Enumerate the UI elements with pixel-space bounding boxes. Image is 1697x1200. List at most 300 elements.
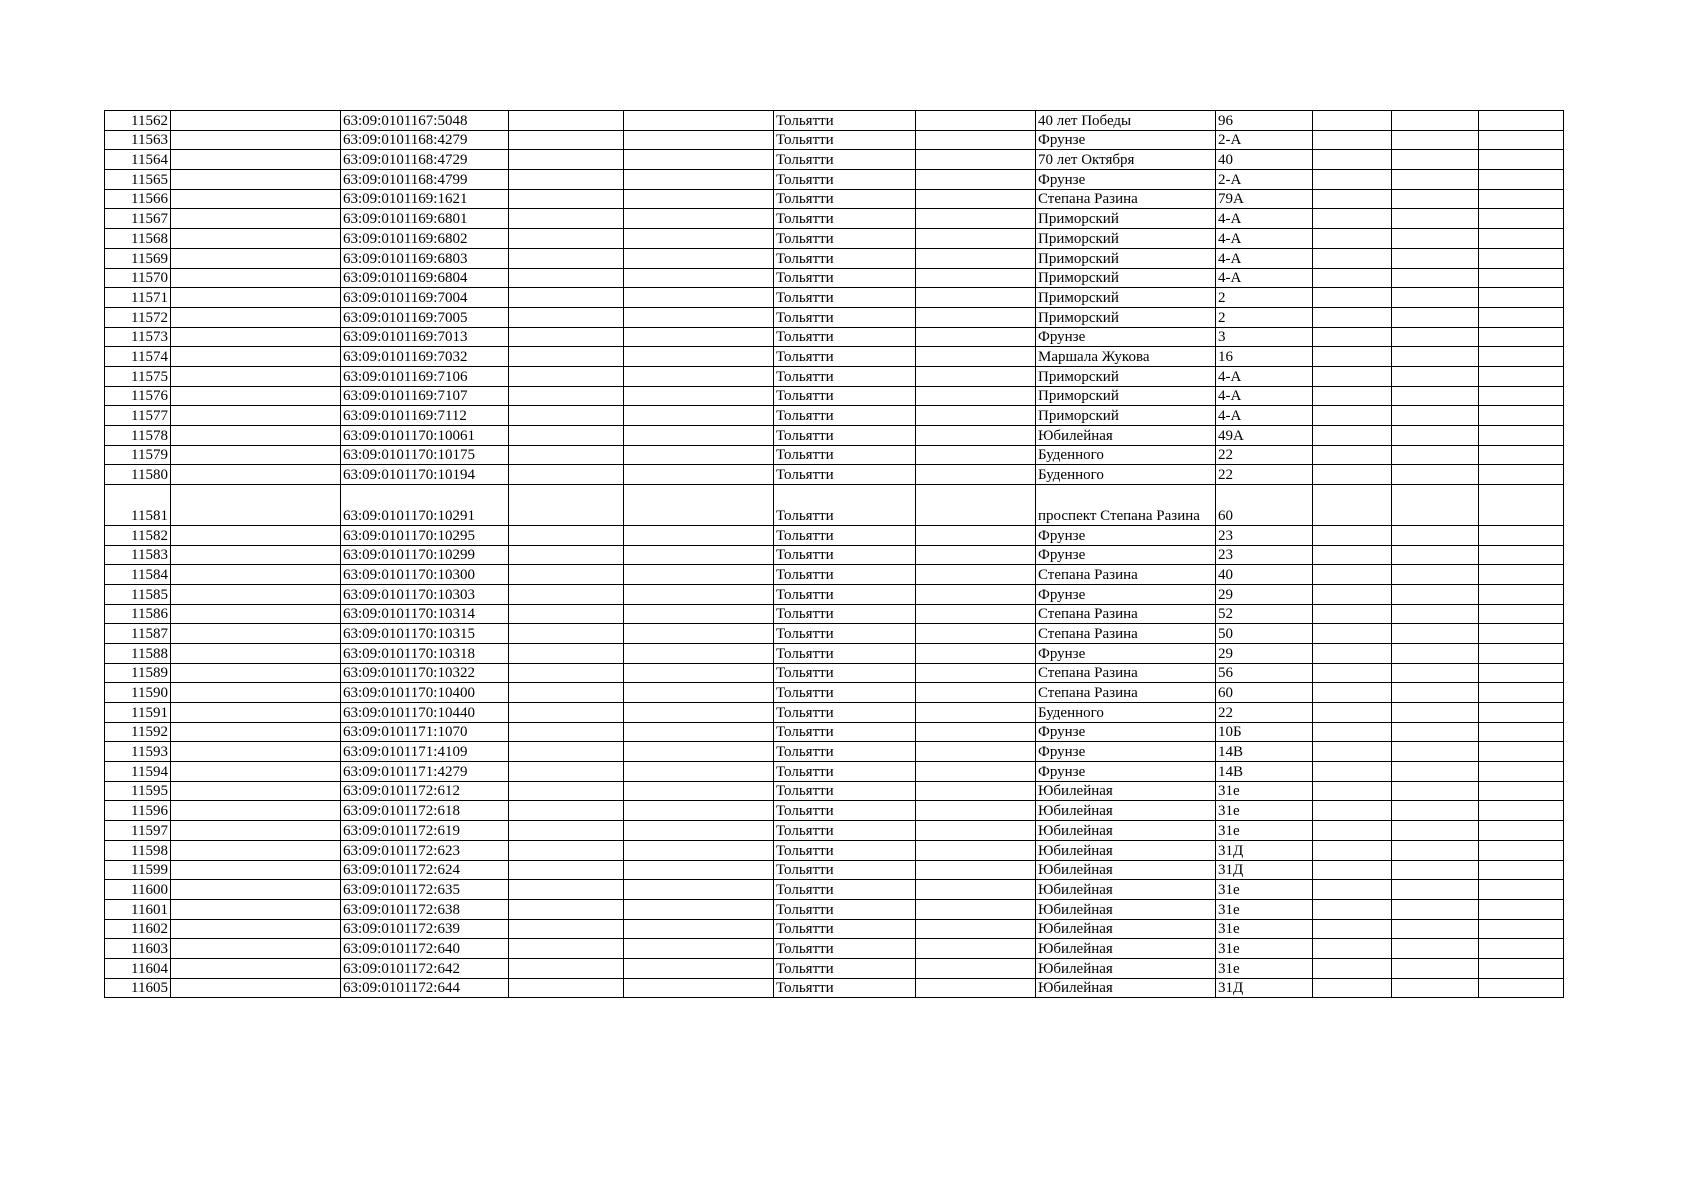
empty-cell bbox=[916, 248, 1036, 268]
table-row bbox=[105, 899, 1564, 919]
empty-cell bbox=[1392, 386, 1479, 406]
cadastral-number-cell: 63:09:0101168:4729 bbox=[341, 150, 509, 170]
empty-cell bbox=[624, 209, 774, 229]
empty-cell bbox=[171, 742, 341, 762]
house-number-cell: 14В bbox=[1216, 762, 1313, 782]
empty-cell bbox=[1313, 919, 1392, 939]
house-number-cell: 4-А bbox=[1216, 248, 1313, 268]
empty-cell bbox=[624, 722, 774, 742]
row-number-cell: 11585 bbox=[105, 584, 171, 604]
empty-cell bbox=[916, 525, 1036, 545]
cadastral-number-cell: 63:09:0101172:639 bbox=[341, 919, 509, 939]
empty-cell bbox=[171, 209, 341, 229]
street-cell: Степана Разина bbox=[1036, 683, 1216, 703]
cadastral-number-cell: 63:09:0101167:5048 bbox=[341, 111, 509, 131]
street-cell: Буденного bbox=[1036, 445, 1216, 465]
empty-cell bbox=[1392, 939, 1479, 959]
city-cell: Тольятти bbox=[774, 624, 916, 644]
city-cell: Тольятти bbox=[774, 248, 916, 268]
cadastral-number-cell: 63:09:0101170:10061 bbox=[341, 426, 509, 446]
empty-cell bbox=[1479, 643, 1564, 663]
empty-cell bbox=[1313, 762, 1392, 782]
empty-cell bbox=[509, 327, 624, 347]
empty-cell bbox=[171, 722, 341, 742]
registry-table bbox=[104, 110, 1564, 998]
empty-cell bbox=[509, 347, 624, 367]
empty-cell bbox=[1313, 189, 1392, 209]
house-number-cell: 4-А bbox=[1216, 268, 1313, 288]
empty-cell bbox=[1479, 485, 1564, 526]
empty-cell bbox=[1313, 327, 1392, 347]
house-number-cell: 31е bbox=[1216, 801, 1313, 821]
row-number-cell: 11571 bbox=[105, 288, 171, 308]
empty-cell bbox=[916, 307, 1036, 327]
row-number-cell: 11589 bbox=[105, 663, 171, 683]
empty-cell bbox=[1392, 268, 1479, 288]
street-cell: 70 лет Октября bbox=[1036, 150, 1216, 170]
empty-cell bbox=[1392, 584, 1479, 604]
empty-cell bbox=[509, 366, 624, 386]
table-row bbox=[105, 485, 1564, 526]
empty-cell bbox=[1479, 426, 1564, 446]
empty-cell bbox=[171, 899, 341, 919]
cadastral-number-cell: 63:09:0101169:6804 bbox=[341, 268, 509, 288]
empty-cell bbox=[1392, 624, 1479, 644]
empty-cell bbox=[171, 643, 341, 663]
empty-cell bbox=[1392, 742, 1479, 762]
empty-cell bbox=[171, 189, 341, 209]
empty-cell bbox=[171, 939, 341, 959]
city-cell: Тольятти bbox=[774, 584, 916, 604]
empty-cell bbox=[1313, 209, 1392, 229]
empty-cell bbox=[1313, 465, 1392, 485]
table-row bbox=[105, 111, 1564, 131]
empty-cell bbox=[509, 643, 624, 663]
empty-cell bbox=[1479, 307, 1564, 327]
cadastral-number-cell: 63:09:0101170:10300 bbox=[341, 565, 509, 585]
cadastral-number-cell: 63:09:0101170:10318 bbox=[341, 643, 509, 663]
row-number-cell: 11565 bbox=[105, 170, 171, 190]
street-cell: Фрунзе bbox=[1036, 170, 1216, 190]
empty-cell bbox=[1392, 880, 1479, 900]
row-number-cell: 11576 bbox=[105, 386, 171, 406]
city-cell: Тольятти bbox=[774, 209, 916, 229]
row-number-cell: 11596 bbox=[105, 801, 171, 821]
city-cell: Тольятти bbox=[774, 485, 916, 526]
cadastral-number-cell: 63:09:0101170:10315 bbox=[341, 624, 509, 644]
empty-cell bbox=[509, 899, 624, 919]
empty-cell bbox=[171, 406, 341, 426]
city-cell: Тольятти bbox=[774, 663, 916, 683]
empty-cell bbox=[1313, 781, 1392, 801]
row-number-cell: 11593 bbox=[105, 742, 171, 762]
row-number-cell: 11569 bbox=[105, 248, 171, 268]
house-number-cell: 31Д bbox=[1216, 840, 1313, 860]
empty-cell bbox=[1479, 781, 1564, 801]
cadastral-number-cell: 63:09:0101170:10440 bbox=[341, 703, 509, 723]
empty-cell bbox=[1313, 347, 1392, 367]
row-number-cell: 11599 bbox=[105, 860, 171, 880]
empty-cell bbox=[171, 958, 341, 978]
city-cell: Тольятти bbox=[774, 565, 916, 585]
table-row bbox=[105, 209, 1564, 229]
empty-cell bbox=[1479, 288, 1564, 308]
street-cell: Степана Разина bbox=[1036, 565, 1216, 585]
empty-cell bbox=[624, 762, 774, 782]
row-number-cell: 11583 bbox=[105, 545, 171, 565]
row-number-cell: 11598 bbox=[105, 840, 171, 860]
row-number-cell: 11574 bbox=[105, 347, 171, 367]
street-cell: Юбилейная bbox=[1036, 919, 1216, 939]
city-cell: Тольятти bbox=[774, 978, 916, 998]
city-cell: Тольятти bbox=[774, 860, 916, 880]
house-number-cell: 31е bbox=[1216, 958, 1313, 978]
cadastral-number-cell: 63:09:0101169:1621 bbox=[341, 189, 509, 209]
empty-cell bbox=[509, 150, 624, 170]
empty-cell bbox=[916, 703, 1036, 723]
empty-cell bbox=[916, 801, 1036, 821]
table-row bbox=[105, 347, 1564, 367]
empty-cell bbox=[916, 899, 1036, 919]
city-cell: Тольятти bbox=[774, 781, 916, 801]
row-number-cell: 11600 bbox=[105, 880, 171, 900]
empty-cell bbox=[1313, 366, 1392, 386]
empty-cell bbox=[1313, 624, 1392, 644]
table-row bbox=[105, 584, 1564, 604]
house-number-cell: 2-А bbox=[1216, 170, 1313, 190]
empty-cell bbox=[1313, 565, 1392, 585]
street-cell: Приморский bbox=[1036, 406, 1216, 426]
empty-cell bbox=[916, 465, 1036, 485]
row-number-cell: 11604 bbox=[105, 958, 171, 978]
cadastral-number-cell: 63:09:0101170:10322 bbox=[341, 663, 509, 683]
house-number-cell: 31е bbox=[1216, 880, 1313, 900]
table-row bbox=[105, 880, 1564, 900]
row-number-cell: 11587 bbox=[105, 624, 171, 644]
street-cell: Фрунзе bbox=[1036, 525, 1216, 545]
empty-cell bbox=[509, 386, 624, 406]
empty-cell bbox=[916, 268, 1036, 288]
empty-cell bbox=[624, 327, 774, 347]
empty-cell bbox=[916, 386, 1036, 406]
empty-cell bbox=[509, 742, 624, 762]
empty-cell bbox=[1479, 465, 1564, 485]
empty-cell bbox=[509, 565, 624, 585]
empty-cell bbox=[1313, 150, 1392, 170]
empty-cell bbox=[171, 919, 341, 939]
empty-cell bbox=[916, 624, 1036, 644]
empty-cell bbox=[509, 130, 624, 150]
empty-cell bbox=[1479, 703, 1564, 723]
empty-cell bbox=[624, 821, 774, 841]
empty-cell bbox=[1313, 406, 1392, 426]
city-cell: Тольятти bbox=[774, 821, 916, 841]
house-number-cell: 50 bbox=[1216, 624, 1313, 644]
empty-cell bbox=[1313, 663, 1392, 683]
empty-cell bbox=[1392, 366, 1479, 386]
cadastral-number-cell: 63:09:0101172:635 bbox=[341, 880, 509, 900]
empty-cell bbox=[509, 170, 624, 190]
empty-cell bbox=[624, 406, 774, 426]
house-number-cell: 60 bbox=[1216, 683, 1313, 703]
empty-cell bbox=[624, 525, 774, 545]
cadastral-number-cell: 63:09:0101170:10291 bbox=[341, 485, 509, 526]
house-number-cell: 31е bbox=[1216, 939, 1313, 959]
empty-cell bbox=[1479, 840, 1564, 860]
empty-cell bbox=[1313, 485, 1392, 526]
empty-cell bbox=[1479, 565, 1564, 585]
row-number-cell: 11580 bbox=[105, 465, 171, 485]
city-cell: Тольятти bbox=[774, 683, 916, 703]
cadastral-number-cell: 63:09:0101172:638 bbox=[341, 899, 509, 919]
empty-cell bbox=[1392, 229, 1479, 249]
house-number-cell: 10Б bbox=[1216, 722, 1313, 742]
street-cell: Юбилейная bbox=[1036, 801, 1216, 821]
empty-cell bbox=[624, 150, 774, 170]
empty-cell bbox=[1313, 248, 1392, 268]
house-number-cell: 29 bbox=[1216, 643, 1313, 663]
empty-cell bbox=[1313, 111, 1392, 131]
empty-cell bbox=[1313, 683, 1392, 703]
empty-cell bbox=[1313, 229, 1392, 249]
row-number-cell: 11578 bbox=[105, 426, 171, 446]
cadastral-number-cell: 63:09:0101172:624 bbox=[341, 860, 509, 880]
empty-cell bbox=[916, 150, 1036, 170]
empty-cell bbox=[1479, 762, 1564, 782]
empty-cell bbox=[1479, 229, 1564, 249]
empty-cell bbox=[171, 465, 341, 485]
house-number-cell: 31Д bbox=[1216, 860, 1313, 880]
empty-cell bbox=[1313, 899, 1392, 919]
empty-cell bbox=[1392, 840, 1479, 860]
empty-cell bbox=[509, 584, 624, 604]
house-number-cell: 31е bbox=[1216, 821, 1313, 841]
empty-cell bbox=[624, 565, 774, 585]
empty-cell bbox=[1392, 327, 1479, 347]
table-row bbox=[105, 703, 1564, 723]
city-cell: Тольятти bbox=[774, 189, 916, 209]
cadastral-number-cell: 63:09:0101171:4109 bbox=[341, 742, 509, 762]
registry-table-body bbox=[105, 111, 1564, 998]
empty-cell bbox=[171, 111, 341, 131]
empty-cell bbox=[916, 366, 1036, 386]
empty-cell bbox=[916, 327, 1036, 347]
empty-cell bbox=[1392, 781, 1479, 801]
empty-cell bbox=[509, 663, 624, 683]
empty-cell bbox=[171, 624, 341, 644]
empty-cell bbox=[509, 781, 624, 801]
empty-cell bbox=[916, 130, 1036, 150]
row-number-cell: 11597 bbox=[105, 821, 171, 841]
empty-cell bbox=[509, 288, 624, 308]
cadastral-number-cell: 63:09:0101172:642 bbox=[341, 958, 509, 978]
table-row bbox=[105, 386, 1564, 406]
empty-cell bbox=[171, 880, 341, 900]
empty-cell bbox=[1479, 919, 1564, 939]
city-cell: Тольятти bbox=[774, 939, 916, 959]
table-row bbox=[105, 565, 1564, 585]
row-number-cell: 11594 bbox=[105, 762, 171, 782]
table-row bbox=[105, 624, 1564, 644]
cadastral-number-cell: 63:09:0101170:10295 bbox=[341, 525, 509, 545]
empty-cell bbox=[1392, 130, 1479, 150]
empty-cell bbox=[1479, 347, 1564, 367]
empty-cell bbox=[171, 978, 341, 998]
empty-cell bbox=[1313, 604, 1392, 624]
row-number-cell: 11603 bbox=[105, 939, 171, 959]
cadastral-number-cell: 63:09:0101172:623 bbox=[341, 840, 509, 860]
empty-cell bbox=[1313, 130, 1392, 150]
empty-cell bbox=[509, 248, 624, 268]
cadastral-number-cell: 63:09:0101171:4279 bbox=[341, 762, 509, 782]
house-number-cell: 23 bbox=[1216, 525, 1313, 545]
empty-cell bbox=[916, 189, 1036, 209]
empty-cell bbox=[1313, 426, 1392, 446]
cadastral-number-cell: 63:09:0101169:7107 bbox=[341, 386, 509, 406]
empty-cell bbox=[1392, 170, 1479, 190]
empty-cell bbox=[1392, 919, 1479, 939]
empty-cell bbox=[509, 307, 624, 327]
house-number-cell: 49А bbox=[1216, 426, 1313, 446]
empty-cell bbox=[624, 978, 774, 998]
empty-cell bbox=[171, 229, 341, 249]
empty-cell bbox=[1313, 722, 1392, 742]
empty-cell bbox=[916, 170, 1036, 190]
cadastral-number-cell: 63:09:0101172:644 bbox=[341, 978, 509, 998]
empty-cell bbox=[509, 880, 624, 900]
cadastral-number-cell: 63:09:0101170:10299 bbox=[341, 545, 509, 565]
empty-cell bbox=[624, 307, 774, 327]
street-cell: Юбилейная bbox=[1036, 426, 1216, 446]
empty-cell bbox=[1313, 525, 1392, 545]
city-cell: Тольятти bbox=[774, 801, 916, 821]
city-cell: Тольятти bbox=[774, 958, 916, 978]
empty-cell bbox=[1392, 722, 1479, 742]
empty-cell bbox=[916, 722, 1036, 742]
house-number-cell: 3 bbox=[1216, 327, 1313, 347]
empty-cell bbox=[916, 781, 1036, 801]
empty-cell bbox=[171, 525, 341, 545]
empty-cell bbox=[624, 801, 774, 821]
empty-cell bbox=[509, 860, 624, 880]
city-cell: Тольятти bbox=[774, 722, 916, 742]
empty-cell bbox=[509, 209, 624, 229]
row-number-cell: 11577 bbox=[105, 406, 171, 426]
empty-cell bbox=[916, 663, 1036, 683]
empty-cell bbox=[1479, 958, 1564, 978]
empty-cell bbox=[1392, 150, 1479, 170]
city-cell: Тольятти bbox=[774, 643, 916, 663]
house-number-cell: 22 bbox=[1216, 465, 1313, 485]
city-cell: Тольятти bbox=[774, 406, 916, 426]
empty-cell bbox=[624, 880, 774, 900]
street-cell: Приморский bbox=[1036, 229, 1216, 249]
empty-cell bbox=[171, 248, 341, 268]
street-cell: Фрунзе bbox=[1036, 545, 1216, 565]
empty-cell bbox=[1479, 545, 1564, 565]
empty-cell bbox=[171, 426, 341, 446]
empty-cell bbox=[916, 406, 1036, 426]
table-row bbox=[105, 189, 1564, 209]
empty-cell bbox=[171, 386, 341, 406]
empty-cell bbox=[509, 840, 624, 860]
empty-cell bbox=[171, 801, 341, 821]
empty-cell bbox=[509, 821, 624, 841]
city-cell: Тольятти bbox=[774, 386, 916, 406]
city-cell: Тольятти bbox=[774, 604, 916, 624]
city-cell: Тольятти bbox=[774, 327, 916, 347]
table-row bbox=[105, 860, 1564, 880]
empty-cell bbox=[171, 288, 341, 308]
empty-cell bbox=[916, 742, 1036, 762]
table-row bbox=[105, 762, 1564, 782]
table-row bbox=[105, 643, 1564, 663]
street-cell: Степана Разина bbox=[1036, 604, 1216, 624]
empty-cell bbox=[1392, 445, 1479, 465]
empty-cell bbox=[509, 978, 624, 998]
empty-cell bbox=[509, 801, 624, 821]
table-row bbox=[105, 781, 1564, 801]
empty-cell bbox=[171, 327, 341, 347]
empty-cell bbox=[509, 426, 624, 446]
empty-cell bbox=[1313, 584, 1392, 604]
row-number-cell: 11584 bbox=[105, 565, 171, 585]
empty-cell bbox=[1479, 525, 1564, 545]
empty-cell bbox=[624, 485, 774, 526]
empty-cell bbox=[916, 565, 1036, 585]
street-cell: Приморский bbox=[1036, 209, 1216, 229]
street-cell: Юбилейная bbox=[1036, 880, 1216, 900]
street-cell: 40 лет Победы bbox=[1036, 111, 1216, 131]
empty-cell bbox=[624, 268, 774, 288]
empty-cell bbox=[1392, 465, 1479, 485]
empty-cell bbox=[509, 703, 624, 723]
city-cell: Тольятти bbox=[774, 840, 916, 860]
city-cell: Тольятти bbox=[774, 742, 916, 762]
empty-cell bbox=[509, 111, 624, 131]
empty-cell bbox=[624, 781, 774, 801]
street-cell: Юбилейная bbox=[1036, 939, 1216, 959]
empty-cell bbox=[1479, 978, 1564, 998]
empty-cell bbox=[171, 565, 341, 585]
empty-cell bbox=[624, 840, 774, 860]
empty-cell bbox=[1392, 978, 1479, 998]
empty-cell bbox=[916, 545, 1036, 565]
row-number-cell: 11595 bbox=[105, 781, 171, 801]
empty-cell bbox=[171, 584, 341, 604]
empty-cell bbox=[1392, 485, 1479, 526]
empty-cell bbox=[916, 939, 1036, 959]
empty-cell bbox=[624, 958, 774, 978]
empty-cell bbox=[171, 840, 341, 860]
empty-cell bbox=[1479, 821, 1564, 841]
empty-cell bbox=[1392, 958, 1479, 978]
empty-cell bbox=[171, 762, 341, 782]
street-cell: Юбилейная bbox=[1036, 860, 1216, 880]
empty-cell bbox=[624, 386, 774, 406]
city-cell: Тольятти bbox=[774, 170, 916, 190]
empty-cell bbox=[171, 445, 341, 465]
row-number-cell: 11575 bbox=[105, 366, 171, 386]
house-number-cell: 29 bbox=[1216, 584, 1313, 604]
row-number-cell: 11564 bbox=[105, 150, 171, 170]
empty-cell bbox=[1392, 663, 1479, 683]
street-cell: Фрунзе bbox=[1036, 742, 1216, 762]
empty-cell bbox=[509, 762, 624, 782]
empty-cell bbox=[624, 426, 774, 446]
empty-cell bbox=[1479, 445, 1564, 465]
table-row bbox=[105, 366, 1564, 386]
